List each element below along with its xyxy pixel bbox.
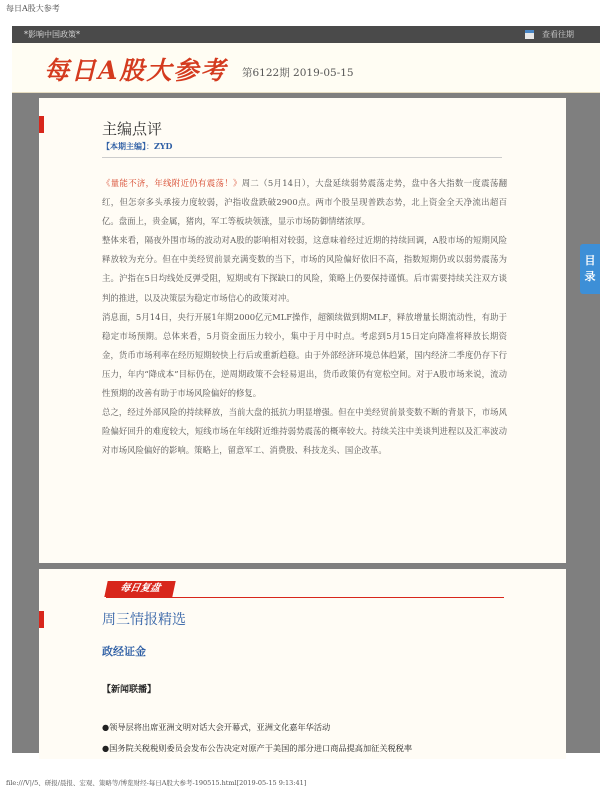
- toc-button[interactable]: [580, 244, 600, 294]
- editor-card: [39, 98, 566, 563]
- section-marker: [39, 116, 44, 133]
- print-footer-path: file:///V|/5、研报/晨报、宏观、策略等/博览财经-每日A股大参考-190515.html[2019-05-15 9:13:41]: [6, 779, 307, 787]
- print-page-title: 每日A股大参考: [6, 4, 60, 13]
- toc-label: 目: [584, 254, 596, 267]
- editor-separator: ：: [146, 142, 154, 151]
- paragraph: 消息面，5月14日，央行开展1年期2000亿元MLF操作，超额续做到期MLF，释放增量长期流动性，有助于稳定市场预期。总体来看，5月资金面压力较小，集中于月中时点。考虑到5月15日定向降准将释放长期资金，货币市场利率在经历短期较快上行后或重新趋稳。由于外部经济环境总体趋紧，国内经济二季度仍存下行压力，年内“降成本”目标仍在，逆周期政策不会轻易退出，货币政策仍有宽松空间。对于A股市场来说，流动性预期的改善有助于市场风险偏好的修复。: [102, 311, 507, 399]
- editor-line: [102, 141, 173, 152]
- masthead: [12, 43, 600, 93]
- news-heading: 【新闻联播】: [102, 685, 157, 695]
- top-bar: [12, 26, 600, 43]
- issue-info: 第6122期 2019-05-15: [242, 67, 354, 79]
- paragraph: 整体来看，隔夜外围市场的波动对A股的影响相对较弱，这意味着经过近期的持续回调，A股市场的短期风险释放较为充分。但在中美经贸前景充满变数的当下，市场的风险偏好依旧不高，指数短期仍或以弱势震荡为主。沪指在5日均线处反弹受阻，短期或有下探缺口的风险，策略上仍要保持谨慎。后市需要持续关注双方谈判的推进，以及决策层为稳定市场信心的政策对冲。: [102, 235, 507, 303]
- editor-commentary: [102, 174, 507, 460]
- toc-label: 录: [584, 270, 596, 283]
- section-title: 主编点评: [102, 120, 163, 138]
- slogan: *影响中国政策*: [24, 30, 80, 39]
- headline: 《量能不济，年线附近仍有震荡！》: [102, 178, 242, 188]
- brand-logo: 每日A股大参考: [44, 56, 228, 85]
- section-title: 周三情报精选: [102, 612, 186, 628]
- paragraph: 总之，经过外部风险的持续释放，当前大盘的抵抗力明显增强。但在中美经贸前景变数不断的背景下，市场风险偏好回升的难度较大，短线市场在年线附近维持弱势震荡的概率较大。持续关注中美谈判进程以及汇率波动对市场风险偏好的影响。策略上，留意军工、消费股、科技龙头、国企改革。: [102, 407, 507, 456]
- news-list: [102, 717, 522, 759]
- editor-name: ZYD: [154, 141, 173, 151]
- badge-rule: [106, 597, 504, 598]
- list-item: ●领导层将出席亚洲文明对话大会开幕式，亚洲文化嘉年华活动: [102, 722, 331, 732]
- subsection-title: 政经证金: [102, 645, 146, 658]
- daily-review-card: [39, 569, 566, 759]
- paragraph: 《量能不济，年线附近仍有震荡！》周二（5月14日），大盘延续弱势震荡走势，盘中各大指数一度震荡翻红，但怎奈多头承接力度较弱，沪指收盘跌破2900点。两市个股呈现普跌态势，北上资金全天净流出超百亿。盘面上，贵金属，猪肉，军工等板块领涨，显示市场防御情绪浓厚。: [102, 178, 507, 227]
- daily-review-badge: 每日复盘: [104, 581, 175, 597]
- archive-link[interactable]: 查看往期: [542, 30, 574, 39]
- list-item: ●国务院关税税则委员会发布公告决定对原产于美国的部分进口商品提高加征关税税率: [102, 743, 413, 753]
- calendar-icon[interactable]: [525, 30, 534, 39]
- section-marker: [39, 611, 44, 628]
- editor-label: 【本期主编】: [102, 141, 146, 151]
- divider: [102, 157, 502, 158]
